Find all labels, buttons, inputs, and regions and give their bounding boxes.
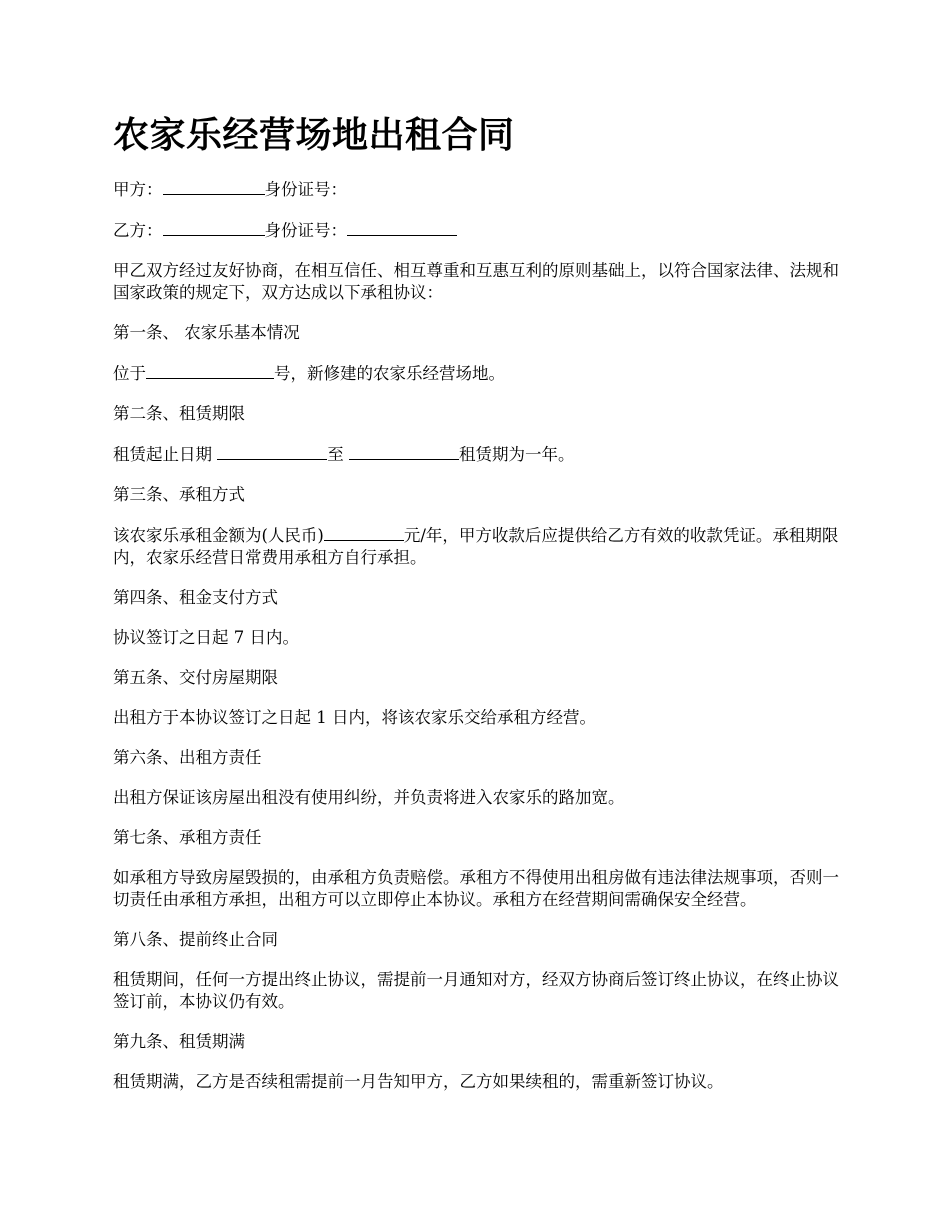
location-blank [146,362,274,379]
article6-body: 出租方保证该房屋出租没有使用纠纷，并负责将进入农家乐的路加宽。 [113,788,625,807]
article5-body: 出租方于本协议签订之日起 1 日内，将该农家乐交给承租方经营。 [113,708,596,727]
article3-prefix: 该农家乐承租金额为(人民币) [113,526,324,545]
article2-prefix: 租赁起止日期 [113,445,218,464]
article7-body: 如承租方导致房屋毁损的，由承租方负责赔偿。承租方不得使用出租房做有违法律法规事项，否则一切责任由承租方承担，出租方可以立即停止本协议。承租方在经营期间需确保安全经营。 [113,868,839,909]
start-date-blank [217,443,327,460]
article2-suffix: 租赁期为一年。 [459,445,575,464]
party-b-line [113,219,843,242]
party-a-name-blank [163,178,265,195]
article1-suffix: 号，新修建的农家乐经营场地。 [274,364,505,383]
article2-middle: 至 [327,445,349,464]
article5-heading: 第五条、交付房屋期限 [113,668,278,687]
article4-body: 协议签订之日起 7 日内。 [113,628,299,647]
party-b-name-blank [163,219,265,236]
article6-heading: 第六条、出租方责任 [113,748,262,767]
amount-blank [324,524,404,541]
party-a-label: 甲方： [113,180,163,199]
party-b-id-blank [347,219,457,236]
article2-heading: 第二条、租赁期限 [113,404,245,423]
article4-heading: 第四条、租金支付方式 [113,588,278,607]
article3-suffix: 元/年，甲方收款后应提供给乙方有效的收款凭证。承租期限内，农家乐经营日常费用承租方自行承担。 [113,526,839,567]
party-a-line [113,178,843,201]
article8-body: 租赁期间，任何一方提出终止协议，需提前一月通知对方，经双方协商后签订终止协议，在终止协议签订前，本协议仍有效。 [113,970,839,1011]
article2-body [113,443,843,466]
article1-prefix: 位于 [113,364,146,383]
intro-paragraph: 甲乙双方经过友好协商，在相互信任、相互尊重和互惠互利的原则基础上，以符合国家法律、法规和国家政策的规定下，双方达成以下承租协议： [113,261,839,302]
article9-heading: 第九条、租赁期满 [113,1032,245,1051]
document-page [113,108,843,1111]
document-title: 农家乐经营场地出租合同 [113,115,515,156]
party-b-id-label: 身份证号： [264,221,347,240]
article7-heading: 第七条、承租方责任 [113,828,262,847]
end-date-blank [349,443,459,460]
party-b-label: 乙方： [113,221,163,240]
party-a-id-label: 身份证号： [264,180,347,199]
article9-body: 租赁期满，乙方是否续租需提前一月告知甲方，乙方如果续租的，需重新签订协议。 [113,1072,724,1091]
article1-heading: 第一条、 农家乐基本情况 [113,323,300,342]
article8-heading: 第八条、提前终止合同 [113,930,278,949]
article3-body [113,524,843,569]
article3-heading: 第三条、承租方式 [113,485,245,504]
article1-body [113,362,843,385]
